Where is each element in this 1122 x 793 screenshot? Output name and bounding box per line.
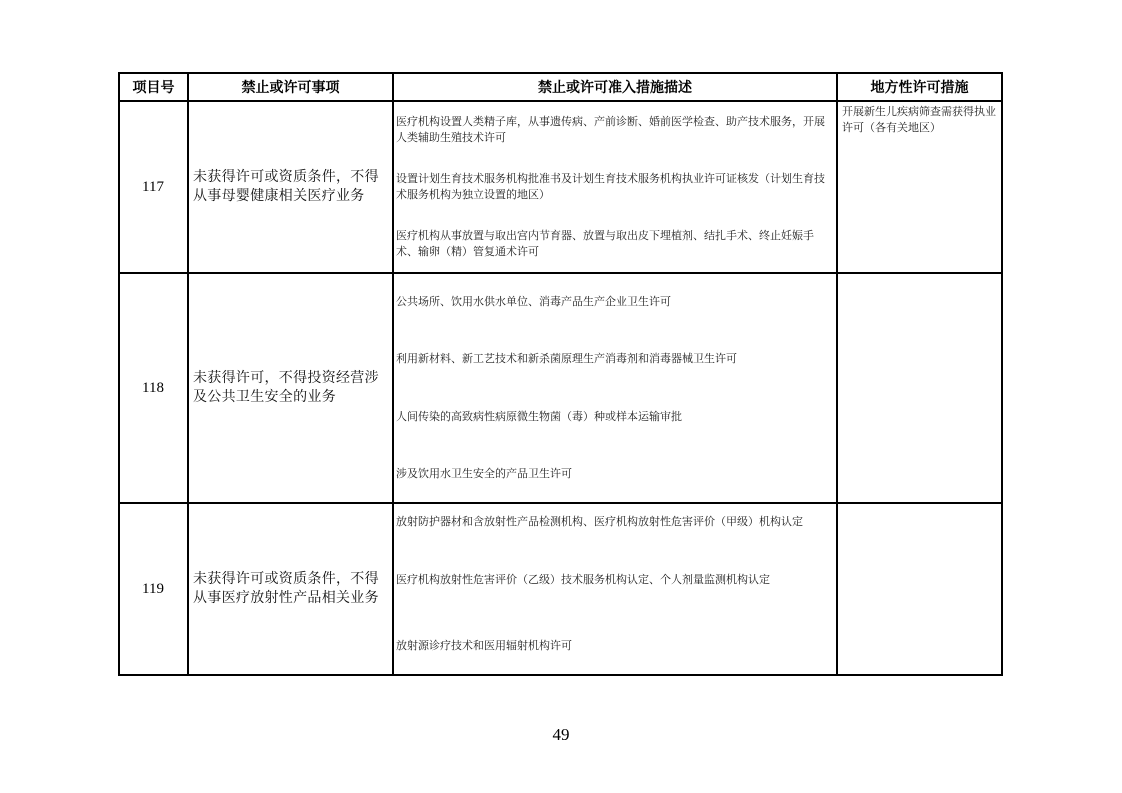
row-item — [189, 102, 387, 272]
measure-text: 设置计划生育技术服务机构批准书及计划生育技术服务机构执业许可证核发（计划生育技术服务机构为独立设置的地区） — [396, 172, 825, 201]
header-local-measures: 地方性许可措施 — [870, 80, 969, 96]
row-number: 118 — [142, 379, 164, 396]
measure-text: 放射源诊疗技术和医用辐射机构许可 — [396, 639, 572, 652]
table-bottom-border — [118, 674, 1003, 676]
column-divider — [392, 72, 394, 676]
header-item: 禁止或许可事项 — [241, 80, 340, 96]
row-item-text: 未获得许可或资质条件，不得从事医疗放射性产品相关业务 — [193, 571, 379, 606]
measure-text: 医疗机构从事放置与取出宫内节育器、放置与取出皮下埋植剂、结扎手术、终止妊娠手术、输卵（精）管复通术许可 — [396, 229, 814, 258]
row-number: 119 — [142, 580, 164, 597]
header-description: 禁止或许可准入措施描述 — [538, 80, 692, 96]
row-item — [189, 274, 387, 502]
row-number: 117 — [142, 178, 164, 195]
page-number: 49 — [552, 725, 570, 744]
row-item — [189, 504, 387, 674]
measure-text: 利用新材料、新工艺技术和新杀菌原理生产消毒剂和消毒器械卫生许可 — [396, 352, 737, 365]
measure-text: 医疗机构设置人类精子库，从事遗传病、产前诊断、婚前医学检查、助产技术服务，开展人类辅助生殖技术许可 — [396, 115, 825, 144]
header-project-no: 项目号 — [132, 80, 175, 96]
measure-text: 医疗机构放射性危害评价（乙级）技术服务机构认定、个人剂量监测机构认定 — [396, 573, 770, 586]
measure-text: 公共场所、饮用水供水单位、消毒产品生产企业卫生许可 — [396, 295, 671, 308]
local-measure-text: 开展新生儿疾病筛查需获得执业许可（各有关地区） — [842, 105, 996, 134]
measure-text: 人间传染的高致病性病原微生物菌（毒）种或样本运输审批 — [396, 410, 682, 423]
row-item-text: 未获得许可或资质条件，不得从事母婴健康相关医疗业务 — [193, 169, 379, 204]
column-divider — [1001, 72, 1003, 676]
measure-text: 放射防护器材和含放射性产品检测机构、医疗机构放射性危害评价（甲级）机构认定 — [396, 515, 803, 528]
row-item-text: 未获得许可，不得投资经营涉及公共卫生安全的业务 — [193, 370, 379, 405]
measure-text: 涉及饮用水卫生安全的产品卫生许可 — [396, 467, 572, 480]
column-divider — [836, 72, 838, 676]
